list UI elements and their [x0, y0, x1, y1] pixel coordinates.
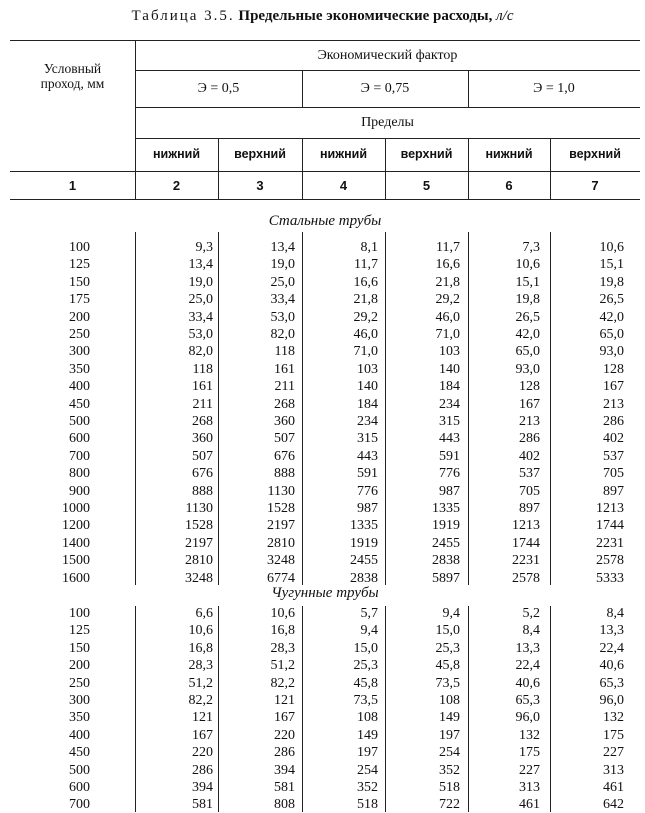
flow-value-cell: 21,8: [435, 274, 460, 290]
diameter-cell: 100: [69, 606, 90, 621]
flow-value-cell: 394: [274, 762, 295, 778]
flow-value-cell: 33,4: [270, 292, 295, 308]
flow-value-cell: 73,5: [435, 675, 460, 691]
table-row: [10, 780, 640, 796]
flow-value-cell: 45,8: [353, 675, 378, 691]
flow-value-cell: 15,0: [353, 640, 378, 656]
diameter-cell: 450: [69, 396, 90, 412]
flow-value-cell: 676: [192, 466, 213, 482]
flow-value-cell: 3248: [267, 553, 295, 569]
flow-value-cell: 2838: [350, 570, 378, 586]
flow-value-cell: 121: [192, 710, 213, 726]
flow-value-cell: 16,8: [188, 640, 213, 656]
table-row: [10, 693, 640, 709]
flow-value-cell: 461: [519, 797, 540, 813]
flow-value-cell: 108: [357, 710, 378, 726]
column-number: 3: [256, 177, 264, 193]
flow-value-cell: 402: [603, 431, 624, 447]
flow-value-cell: 33,4: [188, 309, 213, 325]
flow-value-cell: 5,7: [360, 606, 378, 621]
flow-value-cell: 676: [274, 448, 295, 464]
flow-value-cell: 2810: [185, 553, 213, 569]
flow-value-cell: 9,3: [195, 240, 213, 255]
flow-value-cell: 28,3: [270, 640, 295, 656]
table-row: [10, 710, 640, 726]
table-row: [10, 310, 640, 326]
flow-value-cell: 315: [357, 431, 378, 447]
flow-value-cell: 2197: [267, 518, 295, 534]
flow-value-cell: 507: [192, 448, 213, 464]
flow-value-cell: 234: [439, 396, 460, 412]
flow-value-cell: 10,6: [515, 257, 540, 273]
flow-value-cell: 19,0: [188, 274, 213, 290]
flow-value-cell: 1744: [596, 518, 624, 534]
flow-value-cell: 1130: [185, 501, 213, 516]
flow-value-cell: 103: [357, 361, 378, 377]
flow-value-cell: 184: [439, 379, 460, 395]
diameter-cell: 300: [69, 344, 90, 360]
flow-value-cell: 13,3: [599, 623, 624, 639]
column-number: 2: [172, 177, 181, 193]
diameter-cell: 250: [69, 327, 90, 342]
header-group-1: Э = 0,75: [360, 81, 410, 96]
table-row: [10, 641, 640, 657]
flow-value-cell: 96,0: [515, 710, 540, 726]
flow-value-cell: 28,3: [188, 658, 213, 674]
flow-value-cell: 1919: [350, 535, 378, 551]
flow-value-cell: 161: [192, 379, 213, 395]
table-row: [10, 344, 640, 360]
flow-value-cell: 13,3: [515, 640, 540, 656]
flow-value-cell: 313: [519, 780, 540, 795]
flow-value-cell: 1130: [267, 483, 295, 499]
flow-value-cell: 518: [357, 797, 378, 813]
flow-value-cell: 15,1: [599, 257, 624, 273]
flow-value-cell: 461: [603, 780, 624, 795]
flow-value-cell: 1528: [267, 501, 295, 516]
flow-value-cell: 15,1: [515, 274, 540, 290]
flow-value-cell: 71,0: [353, 344, 378, 360]
flow-value-cell: 19,8: [599, 274, 624, 290]
table-row: [10, 327, 640, 343]
flow-value-cell: 13,4: [270, 240, 295, 255]
diameter-cell: 300: [69, 693, 90, 708]
flow-value-cell: 25,0: [188, 292, 213, 308]
column-number: 4: [339, 177, 348, 193]
column-number: 6: [505, 177, 513, 193]
flow-value-cell: 93,0: [599, 344, 624, 360]
flow-value-cell: 2810: [267, 535, 295, 551]
flow-value-cell: 51,2: [270, 658, 295, 674]
diameter-cell: 1500: [62, 553, 90, 569]
flow-value-cell: 286: [274, 745, 295, 761]
table-row: [10, 397, 640, 413]
flow-value-cell: 1213: [512, 518, 540, 534]
flow-value-cell: 45,8: [435, 658, 460, 674]
diameter-cell: 1600: [62, 570, 90, 586]
flow-value-cell: 25,0: [270, 274, 295, 290]
flow-value-cell: 1744: [512, 535, 540, 551]
flow-value-cell: 642: [603, 797, 624, 813]
flow-value-cell: 7,3: [522, 240, 540, 255]
flow-value-cell: 8,1: [360, 240, 378, 255]
table-row: [10, 240, 640, 256]
flow-value-cell: 40,6: [599, 658, 624, 674]
flow-value-cell: 268: [192, 414, 213, 429]
table-row: [10, 466, 640, 482]
flow-value-cell: 73,5: [353, 693, 378, 708]
flow-value-cell: 8,4: [606, 606, 624, 621]
flow-value-cell: 132: [519, 727, 540, 743]
flow-value-cell: 161: [274, 361, 295, 377]
flow-value-cell: 776: [439, 466, 460, 482]
flow-value-cell: 443: [357, 448, 378, 464]
flow-value-cell: 197: [357, 745, 378, 761]
flow-value-cell: 581: [192, 797, 213, 813]
flow-value-cell: 82,0: [270, 327, 295, 342]
flow-value-cell: 21,8: [353, 292, 378, 308]
table-row: [10, 484, 640, 500]
table-row: [10, 257, 640, 273]
flow-value-cell: 128: [603, 361, 624, 377]
flow-value-cell: 315: [439, 414, 460, 429]
flow-value-cell: 82,2: [188, 693, 213, 708]
table-row: [10, 292, 640, 308]
flow-value-cell: 5333: [596, 570, 624, 586]
flow-value-cell: 25,3: [435, 640, 460, 656]
flow-value-cell: 22,4: [599, 640, 624, 656]
flow-value-cell: 53,0: [188, 327, 213, 342]
flow-value-cell: 888: [192, 483, 213, 499]
table-row: [10, 379, 640, 395]
header-limits: Пределы: [361, 115, 414, 130]
flow-value-cell: 776: [357, 483, 378, 499]
flow-value-cell: 722: [439, 797, 460, 813]
table-row: [10, 763, 640, 779]
flow-value-cell: 705: [519, 483, 540, 499]
flow-value-cell: 8,4: [522, 623, 540, 639]
flow-value-cell: 213: [519, 414, 540, 429]
data-table: [10, 40, 640, 812]
diameter-cell: 350: [69, 710, 90, 726]
column-number: 7: [591, 177, 599, 193]
flow-value-cell: 175: [603, 727, 624, 743]
section-title-cast-iron: Чугунные трубы: [271, 585, 379, 601]
flow-value-cell: 2231: [596, 535, 624, 551]
flow-value-cell: 140: [439, 361, 460, 377]
header-bound-1: верхний: [234, 147, 286, 161]
rule-colnums: [10, 199, 640, 200]
flow-value-cell: 443: [439, 431, 460, 447]
flow-value-cell: 118: [274, 344, 295, 360]
flow-value-cell: 29,2: [435, 292, 460, 308]
header-bound-4: нижний: [485, 147, 533, 161]
header-bound-0: нижний: [152, 147, 200, 161]
flow-value-cell: 10,6: [270, 606, 295, 621]
flow-value-cell: 211: [192, 396, 213, 412]
flow-value-cell: 65,3: [515, 693, 540, 708]
flow-value-cell: 987: [439, 483, 460, 499]
flow-value-cell: 10,6: [188, 623, 213, 639]
flow-value-cell: 175: [519, 745, 540, 761]
flow-value-cell: 987: [357, 501, 378, 516]
flow-value-cell: 9,4: [360, 623, 378, 639]
flow-value-cell: 5,2: [522, 606, 540, 621]
flow-value-cell: 22,4: [515, 658, 540, 674]
flow-value-cell: 591: [357, 466, 378, 482]
flow-value-cell: 888: [274, 466, 295, 482]
table-row: [10, 571, 640, 587]
diameter-cell: 450: [69, 745, 90, 761]
flow-value-cell: 184: [357, 396, 378, 412]
flow-value-cell: 402: [519, 448, 540, 464]
table-row: [10, 676, 640, 692]
flow-value-cell: 121: [274, 693, 295, 708]
diameter-cell: 600: [69, 431, 90, 447]
flow-value-cell: 167: [603, 379, 624, 395]
flow-value-cell: 507: [274, 431, 295, 447]
flow-value-cell: 227: [603, 745, 624, 761]
flow-value-cell: 103: [439, 344, 460, 360]
flow-value-cell: 82,2: [270, 675, 295, 691]
flow-value-cell: 234: [357, 414, 378, 429]
flow-value-cell: 220: [192, 745, 213, 761]
flow-value-cell: 46,0: [353, 327, 378, 342]
flow-value-cell: 360: [192, 431, 213, 447]
flow-value-cell: 6774: [267, 570, 295, 586]
table-row: [10, 728, 640, 744]
flow-value-cell: 42,0: [515, 327, 540, 342]
diameter-cell: 125: [69, 623, 90, 639]
flow-value-cell: 108: [439, 693, 460, 708]
diameter-cell: 600: [69, 780, 90, 795]
table-row: [10, 658, 640, 674]
flow-value-cell: 15,0: [435, 623, 460, 639]
flow-value-cell: 25,3: [353, 658, 378, 674]
flow-value-cell: 286: [519, 431, 540, 447]
table-number: Таблица 3.5.: [131, 8, 235, 24]
flow-value-cell: 128: [519, 379, 540, 395]
flow-value-cell: 26,5: [599, 292, 624, 308]
flow-value-cell: 394: [192, 780, 213, 795]
flow-value-cell: 2231: [512, 553, 540, 569]
header-conditional-passage: Условный проход, мм: [40, 61, 105, 91]
flow-value-cell: 5897: [432, 570, 460, 586]
flow-value-cell: 65,3: [599, 675, 624, 691]
flow-value-cell: 118: [192, 361, 213, 377]
table-unit: л/с: [496, 8, 514, 24]
flow-value-cell: 149: [357, 727, 378, 743]
diameter-cell: 700: [69, 448, 90, 464]
column-number: 1: [68, 177, 77, 193]
flow-value-cell: 2455: [350, 553, 378, 569]
flow-value-cell: 149: [439, 710, 460, 726]
flow-value-cell: 591: [439, 448, 460, 464]
table-row: [10, 745, 640, 761]
flow-value-cell: 286: [192, 762, 213, 778]
diameter-cell: 500: [69, 414, 90, 429]
flow-value-cell: 19,8: [515, 292, 540, 308]
table-caption: Предельные экономические расходы,: [238, 8, 493, 24]
header-group-2: Э = 1,0: [533, 81, 575, 96]
flow-value-cell: 897: [519, 501, 540, 516]
flow-value-cell: 352: [439, 762, 460, 778]
table-row: [10, 275, 640, 291]
flow-value-cell: 705: [603, 466, 624, 482]
header-bound-3: верхний: [400, 147, 453, 161]
flow-value-cell: 53,0: [270, 309, 295, 325]
diameter-cell: 1000: [62, 501, 90, 516]
table-row: [10, 431, 640, 447]
flow-value-cell: 140: [357, 379, 378, 395]
flow-value-cell: 65,0: [599, 327, 624, 342]
flow-value-cell: 16,6: [435, 257, 460, 273]
flow-value-cell: 16,8: [270, 623, 295, 639]
flow-value-cell: 286: [603, 414, 624, 429]
flow-value-cell: 96,0: [599, 693, 624, 708]
diameter-cell: 175: [69, 292, 90, 308]
flow-value-cell: 197: [439, 727, 460, 743]
flow-value-cell: 9,4: [442, 606, 460, 621]
flow-value-cell: 518: [439, 780, 460, 795]
flow-value-cell: 897: [603, 483, 624, 499]
table-row: [10, 536, 640, 552]
table-row: [10, 362, 640, 378]
diameter-cell: 200: [69, 658, 90, 674]
flow-value-cell: 227: [519, 762, 540, 778]
flow-value-cell: 537: [519, 466, 540, 482]
table-row: [10, 553, 640, 569]
header-bound-5: верхний: [569, 147, 621, 161]
flow-value-cell: 2197: [185, 535, 213, 551]
diameter-cell: 125: [69, 257, 90, 273]
table-row: [10, 414, 640, 430]
flow-value-cell: 1335: [432, 501, 460, 516]
flow-value-cell: 537: [603, 448, 624, 464]
flow-value-cell: 1335: [350, 518, 378, 534]
diameter-cell: 100: [69, 240, 90, 255]
flow-value-cell: 42,0: [599, 309, 624, 325]
flow-value-cell: 211: [274, 379, 295, 395]
diameter-cell: 200: [69, 309, 90, 325]
flow-value-cell: 2455: [432, 535, 460, 551]
diameter-cell: 700: [69, 797, 90, 813]
table-row: [10, 623, 640, 639]
flow-value-cell: 581: [274, 780, 295, 795]
flow-value-cell: 16,6: [353, 274, 378, 290]
flow-value-cell: 268: [274, 396, 295, 412]
flow-value-cell: 71,0: [435, 327, 460, 342]
flow-value-cell: 13,4: [188, 257, 213, 273]
diameter-cell: 150: [69, 640, 90, 656]
table-title: [0, 8, 645, 25]
flow-value-cell: 167: [192, 727, 213, 743]
flow-value-cell: 10,6: [599, 240, 624, 255]
diameter-cell: 1400: [62, 535, 90, 551]
diameter-cell: 400: [69, 727, 90, 743]
flow-value-cell: 352: [357, 780, 378, 795]
diameter-cell: 1200: [62, 518, 90, 534]
table-row: [10, 449, 640, 465]
flow-value-cell: 167: [519, 396, 540, 412]
diameter-cell: 350: [69, 361, 90, 377]
flow-value-cell: 65,0: [515, 344, 540, 360]
diameter-cell: 150: [69, 274, 90, 290]
flow-value-cell: 313: [603, 762, 624, 778]
diameter-cell: 400: [69, 379, 90, 395]
flow-value-cell: 213: [603, 396, 624, 412]
flow-value-cell: 2838: [432, 553, 460, 569]
flow-value-cell: 11,7: [354, 257, 378, 273]
table-row: [10, 501, 640, 517]
flow-value-cell: 46,0: [435, 309, 460, 325]
flow-value-cell: 1919: [432, 518, 460, 534]
flow-value-cell: 1213: [596, 501, 624, 516]
flow-value-cell: 360: [274, 414, 295, 429]
diameter-cell: 800: [69, 466, 90, 482]
header-group-0: Э = 0,5: [197, 81, 240, 96]
diameter-cell: 500: [69, 762, 90, 778]
flow-value-cell: 808: [274, 797, 295, 813]
section-title-steel: Стальные трубы: [268, 213, 382, 229]
flow-value-cell: 132: [603, 710, 624, 726]
flow-value-cell: 26,5: [515, 309, 540, 325]
table-row: [10, 606, 640, 622]
flow-value-cell: 3248: [185, 570, 213, 586]
flow-value-cell: 2578: [512, 570, 540, 586]
header-bound-2: нижний: [319, 147, 367, 161]
flow-value-cell: 1528: [185, 518, 213, 534]
flow-value-cell: 40,6: [515, 675, 540, 691]
diameter-cell: 900: [69, 483, 90, 499]
flow-value-cell: 51,2: [188, 675, 213, 691]
table-row: [10, 797, 640, 813]
flow-value-cell: 2578: [596, 553, 624, 569]
flow-value-cell: 220: [274, 727, 295, 743]
column-number: 5: [422, 177, 431, 193]
flow-value-cell: 29,2: [353, 309, 378, 325]
flow-value-cell: 82,0: [188, 344, 213, 360]
header-economic-factor: Экономический фактор: [317, 47, 458, 63]
flow-value-cell: 11,7: [436, 240, 460, 255]
flow-value-cell: 167: [274, 710, 295, 726]
diameter-cell: 250: [69, 675, 90, 691]
flow-value-cell: 6,6: [195, 606, 213, 621]
flow-value-cell: 254: [357, 762, 378, 778]
flow-value-cell: 93,0: [515, 361, 540, 377]
flow-value-cell: 254: [439, 745, 460, 761]
flow-value-cell: 19,0: [270, 257, 295, 273]
table-row: [10, 518, 640, 534]
